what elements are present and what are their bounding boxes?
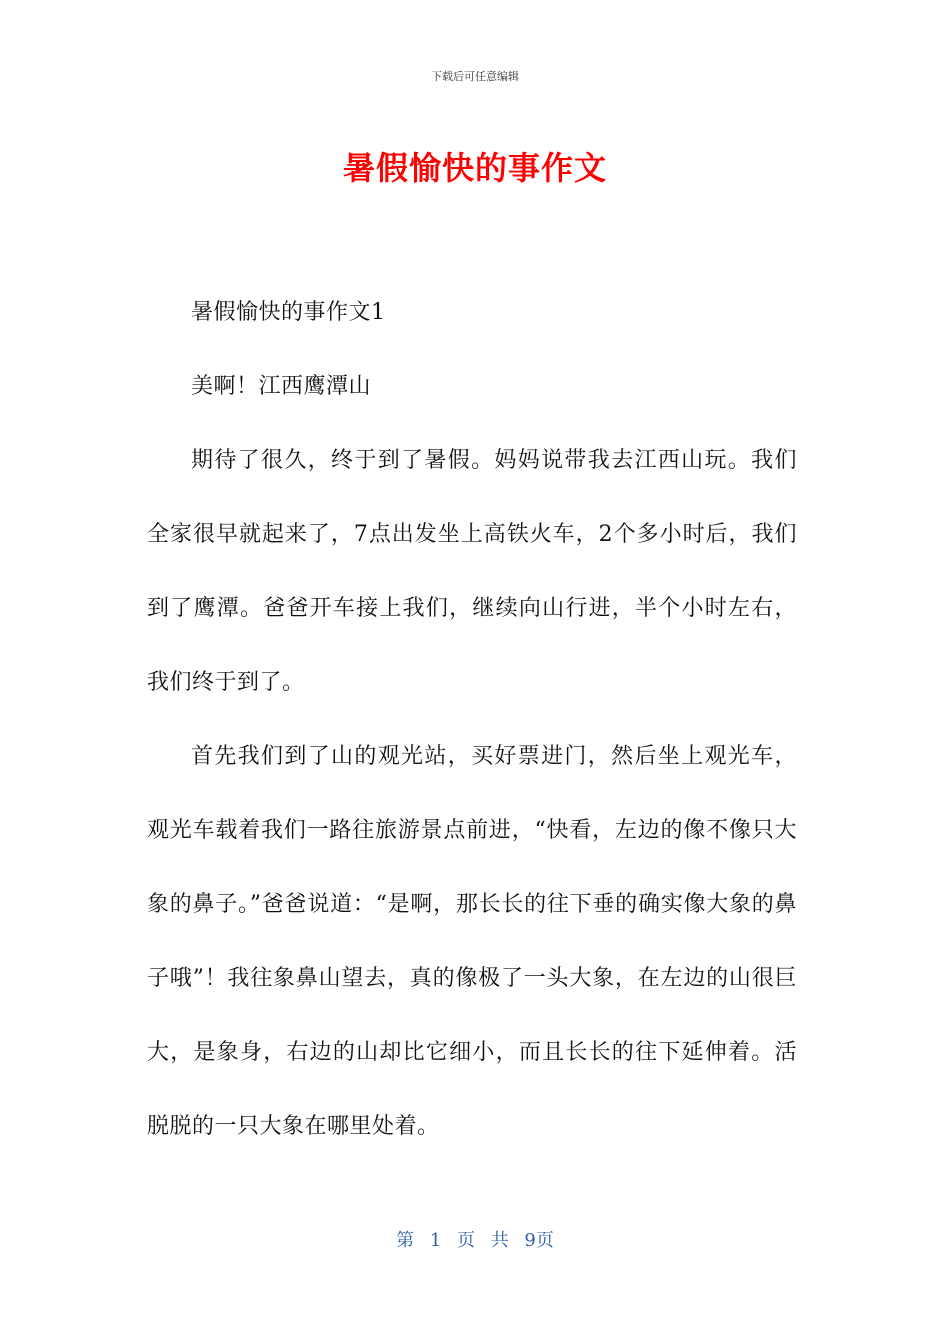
paragraph-heading: 暑假愉快的事作文1: [191, 300, 386, 325]
paragraph: 期待了很久，终于到了暑假。妈妈说带我去江西山玩。我们全家很早就起来了，7点出发坐上高铁火车，2个多小时后，我们到了鹰潭。爸爸开车接上我们，继续向山行进，半个小时左右，我们终于到了。: [147, 448, 797, 695]
document-title: 暑假愉快的事作文: [342, 149, 607, 187]
paragraph-subtitle: 美啊！江西鹰潭山: [191, 374, 372, 399]
paragraph: 首先我们到了山的观光站，买好票进门，然后坐上观光车，观光车载着我们一路往旅游景点前进，“快看，左边的像不像只大象的鼻子。”爸爸说道：“是啊，那长长的往下垂的确实像大象的鼻子哦”！我往象鼻山望去，真的像极了一头大象，在左边的山很巨大，是象身，右边的山却比它细小，而且长长的往下延伸着。活脱脱的一只大象在哪里处着。: [147, 744, 797, 1139]
header-note: 下载后可任意编辑: [431, 70, 519, 83]
page-number: 第 1 页 共 9页: [396, 1230, 554, 1251]
document-body: [147, 276, 797, 1164]
